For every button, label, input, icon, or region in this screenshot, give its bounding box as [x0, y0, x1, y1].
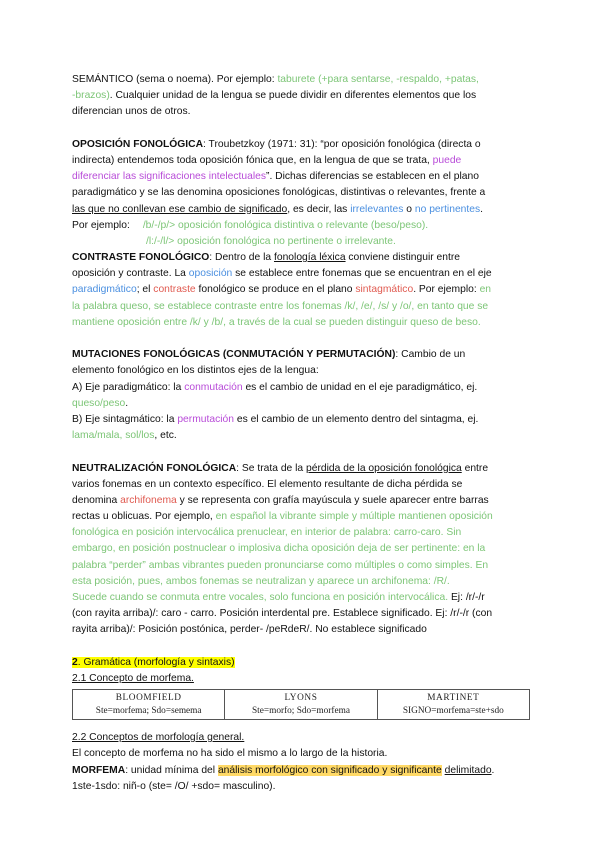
text-line: [72, 218, 534, 234]
text-span: diferencian unos de otros.: [72, 106, 191, 118]
text-line: [72, 299, 534, 315]
text-span: conviene distinguir entre: [345, 252, 461, 264]
text-span: A) Eje paradigmático: la: [72, 381, 185, 393]
text-span: ; el: [136, 284, 154, 296]
example-text: en: [479, 284, 492, 296]
example-text: queso/peso: [72, 397, 126, 409]
text-span: es el cambio de unidad en el eje paradigmático, ej.: [242, 381, 478, 393]
text-line: [72, 169, 534, 185]
text-span: 1ste-1sdo: niñ-o (ste= /O/ +sdo= masculino).: [72, 780, 276, 792]
text-line: [72, 763, 534, 779]
table-cell: SIGNO=morfema=ste+sdo: [377, 705, 529, 720]
text-line: [72, 363, 534, 379]
term-heading: MORFEMA: [72, 764, 126, 776]
text-span: o: [403, 203, 415, 215]
text-span: : Cambio de un: [395, 349, 466, 361]
text-line: [72, 461, 534, 477]
key-term: no pertinentes: [414, 203, 481, 215]
text-span: ”. Dichas diferencias se establecen en el plano: [266, 171, 479, 183]
text-line: [72, 525, 534, 541]
text-span: El concepto de morfema no ha sido el mismo a lo largo de la historia.: [72, 748, 388, 760]
key-term: oposición: [188, 268, 233, 280]
text-line: [72, 590, 534, 606]
text-span: Por ejemplo:: [72, 219, 130, 231]
text-line: [72, 493, 534, 509]
text-line: [72, 730, 534, 746]
text-line: [72, 315, 534, 331]
text-span: : Se trata de la: [236, 462, 307, 474]
text-span: es el cambio de un elemento dentro del sintagma, ej.: [233, 413, 479, 425]
text-line: [72, 380, 534, 396]
text-span: fonológico se produce en el plano: [195, 284, 356, 296]
text-line: [72, 396, 534, 412]
text-line: [72, 606, 534, 622]
text-span: .: [480, 203, 484, 215]
text-line: [72, 574, 534, 590]
text-span: : Dentro de la: [209, 252, 274, 264]
text-span: B) Eje sintagmático: la: [72, 413, 178, 425]
highlighted-text: análisis morfológico con significado y significante: [217, 764, 442, 776]
text-line: [72, 541, 534, 557]
example-text: -brazos): [72, 90, 110, 102]
text-span: . Por ejemplo:: [413, 284, 480, 296]
table-header-cell: MARTINET: [377, 690, 529, 706]
text-span: elemento fonológico en los distintos ejes de la lengua:: [72, 365, 319, 377]
text-span: , etc.: [154, 430, 177, 442]
section-heading: NEUTRALIZACIÓN FONOLÓGICA: [72, 462, 237, 474]
text-span: : unidad mínima del: [125, 764, 218, 776]
table-header-cell: LYONS: [225, 690, 377, 706]
section-number: 2: [72, 656, 78, 668]
text-line: [72, 509, 534, 525]
example-text: en español la vibrante simple y múltiple mantienen oposición: [215, 511, 493, 523]
underlined-text: fonología léxica: [273, 252, 346, 264]
text-span: oposición y contraste. La: [72, 268, 189, 280]
key-term: contraste: [153, 284, 196, 296]
text-span: se establece entre fonemas que se encuentran en el eje: [232, 268, 492, 280]
text-span: .: [491, 764, 495, 776]
section-title-text: . Gramática (morfología y sintaxis): [77, 656, 235, 668]
example-text: /b/-/p/> oposición fonológica distintiva o relevante (beso/peso).: [142, 219, 429, 231]
text-span: entre: [461, 462, 489, 474]
text-span: (con rayita arriba)/: caro - carro. Posición interdental pre. Establece significado. Ej: /r/-/r (con: [72, 608, 493, 620]
example-text: la palabra queso, se establece contraste entre los fonemas /k/, /e/, /s/ y /o/, en tanto que se: [72, 300, 489, 312]
text-line: [72, 185, 534, 201]
text-line: [72, 266, 534, 282]
key-term: permutación: [177, 413, 234, 425]
table-cell: Ste=morfema; Sdo=semema: [73, 705, 225, 720]
text-line: [72, 347, 534, 363]
key-term: sintagmático: [355, 284, 414, 296]
text-line: [72, 153, 534, 169]
text-line: [72, 234, 534, 250]
table-header-cell: BLOOMFIELD: [73, 690, 225, 706]
example-text: fonológica en posición intervocálica prenuclear, en interior de palabra: carro-caro. Sin: [72, 527, 462, 539]
text-line: [72, 88, 534, 104]
document-page: [72, 72, 534, 795]
text-span: paradigmático y se las denomina oposiciones fonológicas, distintivas o relevantes, frente a: [72, 187, 486, 199]
text-span: , es decir, las: [287, 203, 351, 215]
underlined-text: pérdida de la oposición fonológica: [306, 462, 462, 474]
text-span: indirecta) entendemos toda oposición fónica que, en la lengua de que se trata,: [72, 154, 433, 166]
text-span: denomina: [72, 494, 121, 506]
text-span: SEMÁNTICO (sema o noema). Por ejemplo:: [72, 74, 278, 85]
section-heading: CONTRASTE FONOLÓGICO: [72, 252, 210, 264]
text-line: [72, 250, 534, 266]
text-span: .: [125, 397, 129, 409]
text-line: [72, 282, 534, 298]
text-span: varios fonemas en un contexto específico. El elemento resultante de dicha pérdida se: [72, 478, 463, 490]
morpheme-concept-table: [72, 689, 530, 720]
text-line: [72, 746, 534, 762]
text-line: [72, 202, 534, 218]
subsection-title: 2.2 Conceptos de morfología general.: [72, 732, 245, 744]
key-term: archifonema: [120, 494, 177, 506]
section-heading: OPOSICIÓN FONOLÓGICA: [72, 138, 204, 150]
text-line: [72, 72, 534, 88]
example-text: palabra “perder” ambas vibrantes pueden pronunciarse como múltiples o como simples. En: [72, 559, 489, 571]
text-line: [72, 671, 534, 687]
key-term: conmutación: [184, 381, 243, 393]
subsection-title: 2.1 Concepto de morfema.: [72, 672, 194, 684]
underlined-text: las que no conllevan ese cambio de significado: [72, 203, 288, 215]
example-text: mantiene oposición entre /k/ y /b/, a través de la cual se pueden distinguir queso de beso.: [72, 316, 481, 328]
example-text: Sucede cuando se conmuta entre vocales, solo funciona en posición intervocálica.: [72, 592, 449, 603]
text-line: [72, 779, 534, 795]
example-text: esta posición, pues, ambos fonemas se neutralizan y aparece un archifonema: /R/.: [72, 575, 450, 587]
key-term: irrelevantes: [350, 203, 404, 215]
text-span: y se representa con grafía mayúscula y suele aparecer entre barras: [176, 494, 489, 506]
text-span: Ej: /r/-/r: [448, 592, 485, 603]
example-text: embargo, en posición postnuclear o implosiva dicha oposición deja de ser pertinente: en la: [72, 543, 486, 555]
text-line: [72, 412, 534, 428]
key-term: paradigmático: [72, 284, 137, 296]
text-line: [72, 558, 534, 574]
text-line: [72, 477, 534, 493]
example-text: /l:/-/l/> oposición fonológica no pertinente o irrelevante.: [146, 235, 396, 247]
section-heading: MUTACIONES FONOLÓGICAS (CONMUTACIÓN Y PERMUTACIÓN): [72, 349, 396, 361]
text-span: : Troubetzkoy (1971: 31): “por oposición fonológica (directa o: [203, 138, 481, 150]
table-cell: Ste=morfo; Sdo=morfema: [225, 705, 377, 720]
text-span: . Cualquier unidad de la lengua se puede dividir en diferentes elementos que los: [109, 90, 477, 102]
text-line: [72, 137, 534, 153]
section-title: [72, 655, 534, 671]
underlined-text: delimitado: [444, 764, 492, 776]
text-span: rectas u oblicuas. Por ejemplo,: [72, 511, 216, 523]
example-text: lama/mala, sol/los: [72, 430, 155, 442]
text-span: rayita arriba)/: Posición postónica, perder- /peRdeR/. No establece significado: [72, 624, 427, 636]
highlight-term: diferenciar las significaciones intelectuales: [72, 171, 267, 183]
example-text: taburete (+para sentarse, -respaldo, +patas,: [277, 74, 479, 85]
text-line: [72, 622, 534, 638]
text-line: [72, 104, 534, 120]
text-line: [72, 428, 534, 444]
highlight-term: puede: [432, 154, 462, 166]
